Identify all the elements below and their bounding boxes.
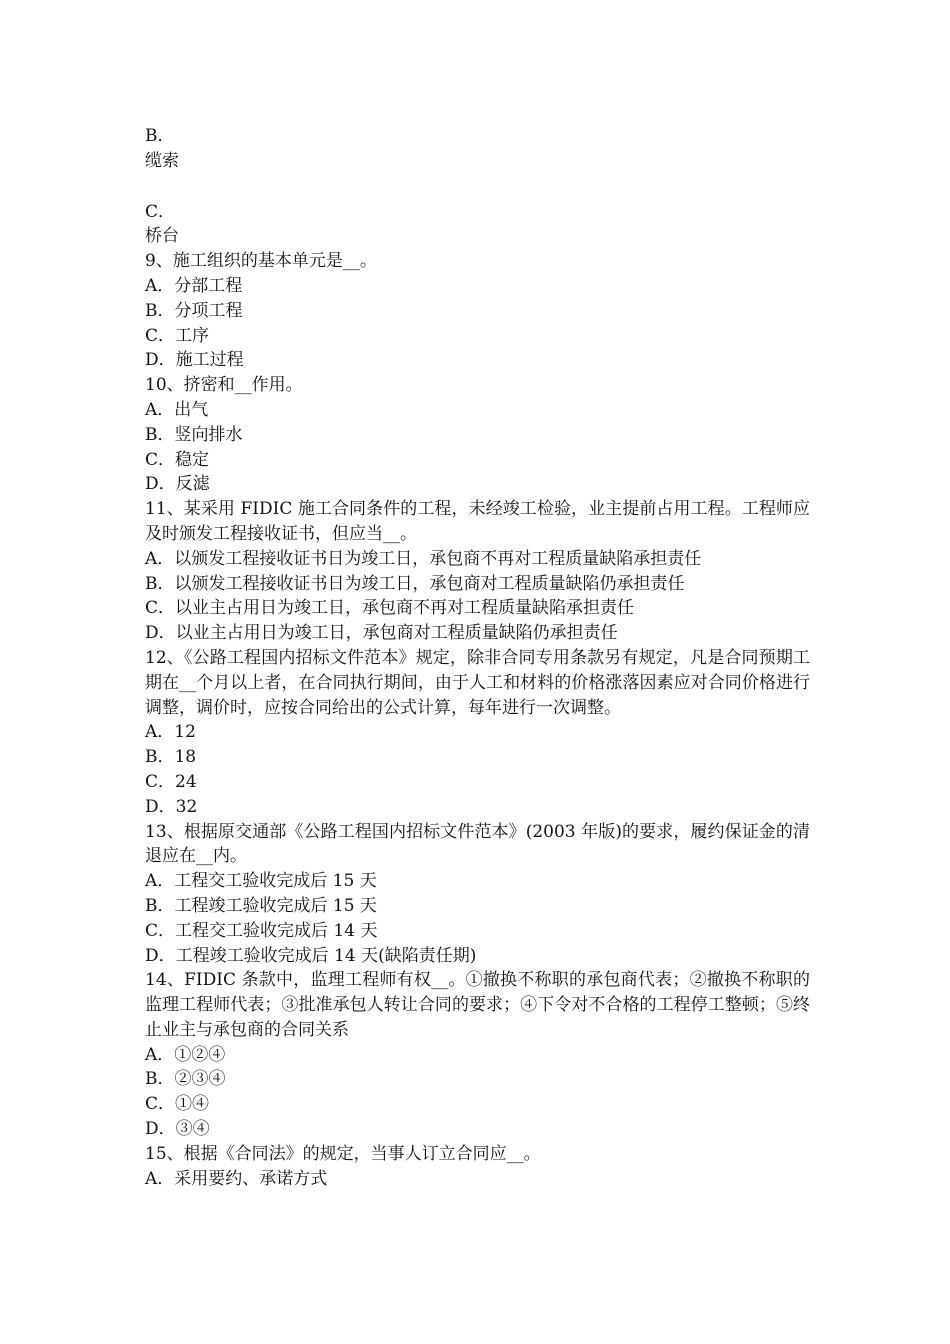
question-12-stem: 12、《公路工程国内招标文件范本》规定，除非合同专用条款另有规定，凡是合同预期工期在__个月以上者，在合同执行期间，由于人工和材料的价格涨落因素应对合同价格进行调整，调价时，应按合同给出的公式计算，每年进行一次调整。 [145,647,810,718]
question-11-option-a: A．以颁发工程接收证书日为竣工日，承包商不再对工程质量缺陷承担责任 [145,548,702,569]
question-12-option-d: D．32 [145,796,198,817]
document-page [145,124,810,1191]
question-13-option-d: D．工程竣工验收完成后 14 天(缺陷责任期) [145,945,477,966]
question-14-stem: 14、FIDIC 条款中，监理工程师有权__。①撤换不称职的承包商代表；②撤换不称职的监理工程师代表；③批准承包人转让合同的要求；④下令对不合格的工程停工整顿；⑤终止业主与承包商的合同关系 [145,970,810,1040]
question-11-option-c: C．以业主占用日为竣工日，承包商不再对工程质量缺陷承担责任 [145,598,635,619]
question-14-option-a: A．①②④ [145,1044,226,1065]
question-10-stem: 10、挤密和__作用。 [145,375,303,396]
question-12-option-a: A．12 [145,722,196,743]
question-13-option-b: B．工程竣工验收完成后 15 天 [145,895,377,916]
question-10-option-b: B．竖向排水 [145,424,243,445]
question-11-option-b: B．以颁发工程接收证书日为竣工日，承包商对工程质量缺陷仍承担责任 [145,573,685,594]
question-9-option-c: C．工序 [145,325,210,346]
question-15-option-a: A．采用要约、承诺方式 [145,1168,328,1189]
question-11-stem: 11、某采用 FIDIC 施工合同条件的工程，未经竣工检验，业主提前占用工程。工程师应及时颁发工程接收证书，但应当__。 [145,499,810,544]
question-10-option-a: A．出气 [145,399,209,420]
question-9-option-d: D．施工过程 [145,350,244,371]
question-12-option-b: B．18 [145,747,197,768]
option-text-b: 缆索 [145,150,179,171]
option-label-c: C． [145,201,176,222]
question-11-option-d: D．以业主占用日为竣工日，承包商对工程质量缺陷仍承担责任 [145,623,618,644]
question-9-option-a: A．分部工程 [145,275,243,296]
question-13-stem: 13、根据原交通部《公路工程国内招标文件范本》(2003 年版)的要求，履约保证金的清退应在__内。 [145,821,810,867]
blank-spacer [145,174,810,200]
question-10-option-c: C．稳定 [145,449,210,470]
question-9-stem: 9、施工组织的基本单元是__。 [145,251,377,272]
option-text-c: 桥台 [145,226,179,247]
question-12-option-c: C．24 [145,771,197,792]
option-label-b: B． [145,126,175,146]
question-10-option-d: D．反滤 [145,474,210,495]
question-15-stem: 15、根据《合同法》的规定，当事人订立合同应__。 [145,1143,541,1164]
question-14-option-c: C．①④ [145,1094,210,1115]
question-9-option-b: B．分项工程 [145,300,243,321]
question-14-option-d: D．③④ [145,1119,210,1140]
question-13-option-c: C．工程交工验收完成后 14 天 [145,920,378,941]
question-14-option-b: B．②③④ [145,1069,226,1090]
question-13-option-a: A．工程交工验收完成后 15 天 [145,871,377,892]
